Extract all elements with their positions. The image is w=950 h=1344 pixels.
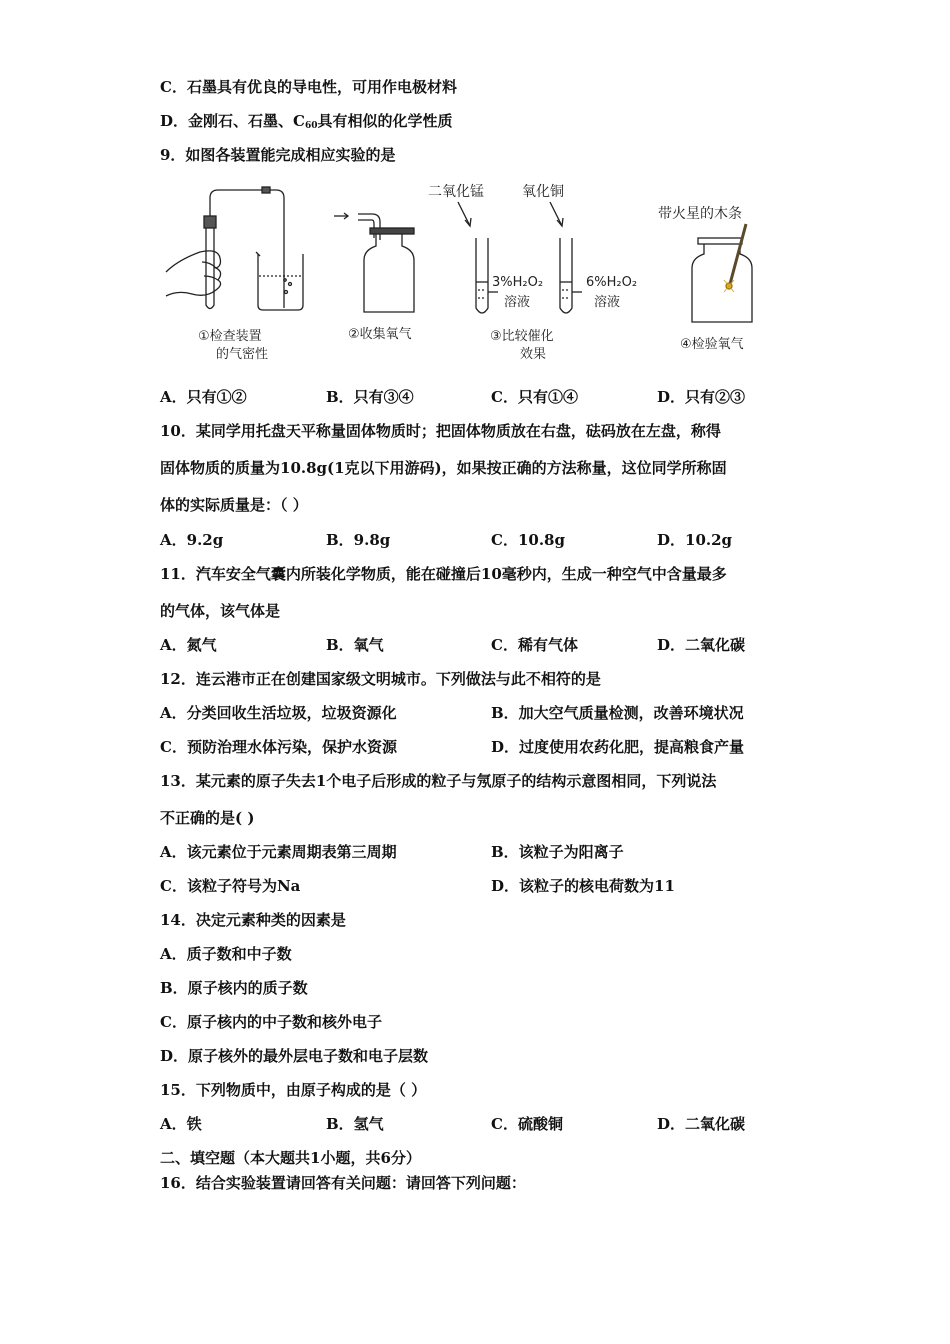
reagent-mno2: 二氧化锰 — [428, 184, 484, 200]
q15-option-d[interactable]: D．二氧化碳 — [657, 1115, 746, 1133]
q15-option-a[interactable]: A．铁 — [160, 1115, 202, 1133]
q14-option-b[interactable]: B．原子核内的质子数 — [160, 979, 308, 997]
q13-option-b[interactable]: B．该粒子为阳离子 — [491, 843, 624, 861]
q11-option-d[interactable]: D．二氧化碳 — [657, 636, 746, 654]
q10-stem-line1: 10．某同学用托盘天平称量固体物质时；把固体物质放在右盘，砝码放在左盘，称得 — [160, 422, 721, 440]
q11-option-c[interactable]: C．稀有气体 — [491, 636, 578, 654]
q14-option-d[interactable]: D．原子核外的最外层电子数和电子层数 — [160, 1047, 429, 1065]
reagent-cuo: 氧化铜 — [522, 184, 564, 200]
q10-option-b[interactable]: B．9.8g — [326, 531, 391, 549]
solution-b-line2: 溶液 — [594, 295, 621, 310]
q11-stem-line1: 11．汽车安全气囊内所装化学物质，能在碰撞后10毫秒内，生成一种空气中含量最多 — [160, 565, 727, 583]
q16-stem: 16．结合实验装置请回答有关问题：请回答下列问题： — [160, 1174, 526, 1192]
q12-option-b[interactable]: B．加大空气质量检测，改善环境状况 — [491, 704, 744, 722]
solution-a-line2: 溶液 — [504, 295, 531, 310]
q13-option-c[interactable]: C．该粒子符号为Na — [160, 877, 301, 895]
q8-option-d — [160, 111, 453, 136]
solution-b-line1: 6%H₂O₂ — [586, 275, 638, 290]
splint-label: 带火星的木条 — [658, 206, 742, 222]
label-4: ④检验氧气 — [680, 337, 744, 352]
q15-option-c[interactable]: C．硫酸铜 — [491, 1115, 563, 1133]
q13-stem-line2: 不正确的是( ) — [160, 809, 255, 827]
q14-option-c[interactable]: C．原子核内的中子数和核外电子 — [160, 1013, 382, 1031]
q12-stem: 12．连云港市正在创建国家级文明城市。下列做法与此不相符的是 — [160, 670, 601, 688]
q13-option-d[interactable]: D．该粒子的核电荷数为11 — [491, 877, 675, 895]
q12-option-d[interactable]: D．过度使用农药化肥，提高粮食产量 — [491, 738, 745, 756]
q10-option-d[interactable]: D．10.2g — [657, 531, 733, 549]
q12-option-a[interactable]: A．分类回收生活垃圾，垃圾资源化 — [160, 704, 397, 722]
q9-option-a[interactable]: A．只有①② — [160, 388, 247, 406]
q9-option-d[interactable]: D．只有②③ — [657, 388, 746, 406]
label-1-line2: 的气密性 — [216, 347, 269, 362]
q9-apparatus-figure — [158, 180, 778, 370]
q9-option-c[interactable]: C．只有①④ — [491, 388, 578, 406]
solution-a-line1: 3%H₂O₂ — [492, 275, 544, 290]
q10-stem-line3: 体的实际质量是：（ ） — [160, 496, 308, 514]
q11-stem-line2: 的气体，该气体是 — [160, 602, 281, 620]
q10-option-a[interactable]: A．9.2g — [160, 531, 224, 549]
q8-option-d-tail: 具有相似的化学性质 — [317, 112, 453, 130]
q8-option-c: C．石墨具有优良的导电性，可用作电极材料 — [160, 78, 457, 96]
section-heading: 二、填空题（本大题共1小题，共6分） — [160, 1149, 421, 1167]
apparatus-3-catalyst-comparison — [428, 183, 637, 362]
label-2: ②收集氧气 — [348, 327, 412, 342]
label-1-line1: ①检查装置 — [198, 329, 262, 344]
q13-stem-line1: 13．某元素的原子失去1个电子后形成的粒子与氖原子的结构示意图相同，下列说法 — [160, 772, 717, 790]
label-3-line1: ③比较催化 — [490, 329, 554, 344]
q14-stem: 14．决定元素种类的因素是 — [160, 911, 346, 929]
q14-option-a[interactable]: A．质子数和中子数 — [160, 945, 292, 963]
apparatus-4-oxygen-test — [658, 205, 752, 352]
apparatus-1-airtightness — [166, 187, 303, 362]
q11-option-a[interactable]: A．氮气 — [160, 636, 217, 654]
q9-option-b[interactable]: B．只有③④ — [326, 388, 414, 406]
q10-stem-line2: 固体物质的质量为10.8g(1克以下用游码)，如果按正确的方法称量，这位同学所称固 — [160, 459, 727, 477]
q15-option-b[interactable]: B．氢气 — [326, 1115, 384, 1133]
q8-option-d-text: D．金刚石、石墨、C — [160, 112, 305, 130]
q9-stem: 9．如图各装置能完成相应实验的是 — [160, 146, 396, 164]
q13-option-a[interactable]: A．该元素位于元素周期表第三周期 — [160, 843, 397, 861]
apparatus-2-gas-collection — [334, 213, 414, 342]
label-3-line2: 效果 — [520, 347, 547, 362]
q12-option-c[interactable]: C．预防治理水体污染，保护水资源 — [160, 738, 397, 756]
q11-option-b[interactable]: B．氧气 — [326, 636, 384, 654]
q8-option-d-subscript: 60 — [304, 121, 318, 131]
q10-option-c[interactable]: C．10.8g — [491, 531, 565, 549]
q15-stem: 15．下列物质中，由原子构成的是（ ） — [160, 1081, 427, 1099]
